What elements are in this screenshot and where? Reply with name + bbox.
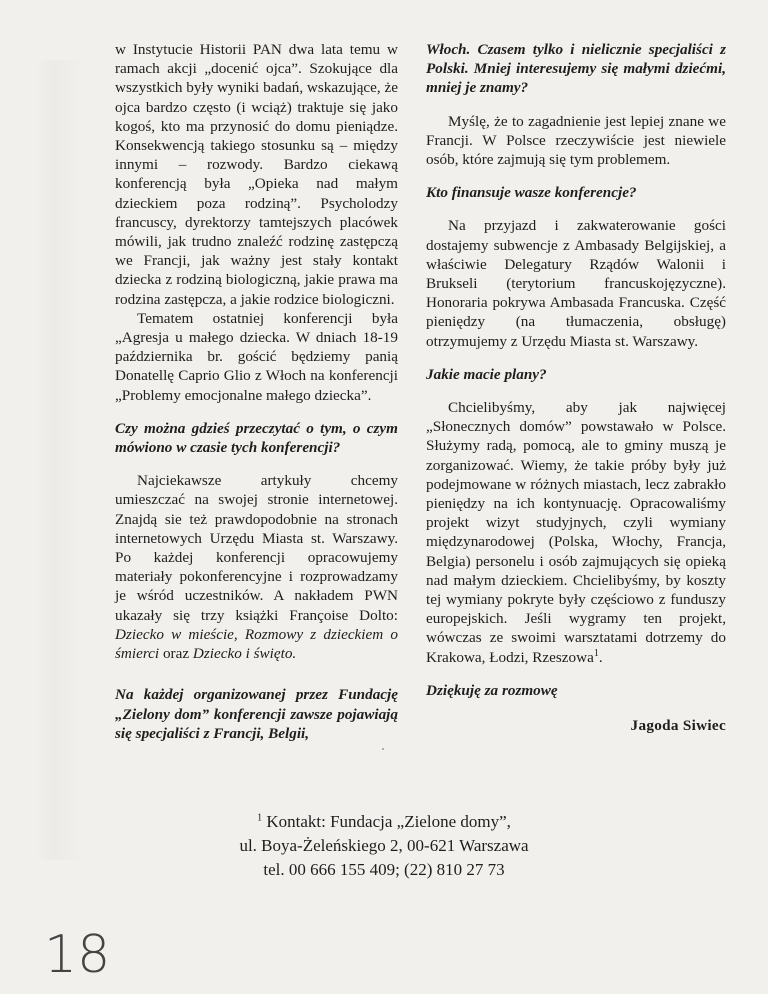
paragraph: w Instytucie Historii PAN dwa lata temu w ramach akcji „docenić ojca”. Szokujące dla wszystkich były wyniki badań, wskazujące, że ojca bardzo często (i wciąż) traktuje się jako kogoś, kto ma przynosić do domu pieniądze. Konsekwencją takiego stosunku są – między innymi – rozwody. Bardzo ciekawą konferencją była „Opieka nad małym dzieckiem poza rodziną”. Psycholodzy francuscy, dyrektorzy tamtejszych placówek mówili, jak trudno znaleźć rodzinę zastępczą we Francji, jak ważny jest stały kontakt dziecka z rodziną biologiczną, jakie prawa ma rodzina zastępcza, a jakie rodzice biologiczni. bbox=[115, 41, 398, 308]
footnote-contact: Kontakt: Fundacja „Zielone domy”, bbox=[266, 812, 511, 831]
left-column bbox=[115, 40, 398, 757]
interview-question: Kto finansuje wasze konferencje? bbox=[426, 184, 637, 202]
paragraph-text: Najciekawsze artykuły chcemy umieszczać na swojej stronie internetowej. Znajdą sie też prawdopodobnie na stronach internetowych Urzędu Miasta st. Warszawy. Po każdej konferencji opracowujemy materiały pokonferencyjne i rozprowadzamy je wśród uczestników. A nakładem PWN ukazały się trzy książki Françoise Dolto: bbox=[115, 472, 398, 624]
paragraph: Myślę, że to zagadnienie jest lepiej znane we Francji. W Polsce rzeczywiście jest niewiele osób, które zajmują się tym problemem. bbox=[426, 112, 726, 169]
author-signature: Jagoda Siwiec bbox=[630, 717, 726, 735]
paragraph: Na przyjazd i zakwaterowanie gości dostajemy subwencje z Ambasady Belgijskiej, a właściwie Delegatury Rządów Walonii i Brukseli (terytorium francuskojęzyczne). Honoraria pokrywa Ambasada Francuska. Część pieniędzy (na tłumaczenia, obsługę) otrzymujemy z Urzędu Miasta st. Warszawy. bbox=[426, 217, 726, 350]
paragraph bbox=[115, 471, 398, 663]
scan-speck bbox=[382, 748, 384, 750]
page-number-text: 18 bbox=[44, 925, 111, 980]
footnote-mark: 1 bbox=[257, 812, 263, 824]
interview-question-continued: Włoch. Czasem tylko i nielicznie specjaliści z Polski. Mniej interesujemy się małymi dziećmi, mniej je znamy? bbox=[426, 41, 726, 97]
paragraph-end: . bbox=[598, 648, 603, 666]
conjunction: oraz bbox=[162, 645, 190, 663]
interview-question: Jakie macie plany? bbox=[426, 365, 547, 383]
footnote-line-1 bbox=[0, 810, 768, 834]
scan-edge-shadow bbox=[34, 60, 84, 860]
footnote-reference: 1 bbox=[593, 647, 599, 659]
book-titles: Dziecko w mieście, Rozmowy z dzieckiem o śmierci bbox=[115, 625, 398, 663]
interview-question: Czy można gdzieś przeczytać o tym, o czym mówiono w czasie tych konferencji? bbox=[115, 419, 398, 457]
footnote-address: ul. Boya-Żeleńskiego 2, 00-621 Warszawa bbox=[239, 836, 529, 855]
right-column bbox=[426, 40, 726, 735]
paragraph-text: Chcielibyśmy, aby jak najwięcej „Słonecznych domów” powstawało w Polsce. Służymy radą, pomocą, ale to gminy muszą je zorganizować. Wiemy, że takie próby były już podejmowane w różnych miastach, lecz zabrakło pieniędzy na ich kontynuację. Opracowaliśmy projekt wizyt studyjnych, czyli wymiany międzynarodowej (Polska, Włochy, Francja, Belgia) personelu i osób zajmujących się opieką nad małym dzieckiem. Chcielibyśmy, by koszty tej wymiany pokryte były częściowo z funduszy europejskich. Jeśli wygramy ten projekt, wówczas ze swoimi warsztatami dotrzemy do Krakowa, Łodzi, Rzeszowa bbox=[426, 399, 726, 666]
footnote-phone: tel. 00 666 155 409; (22) 810 27 73 bbox=[263, 860, 505, 879]
book-title: Dziecko i święto. bbox=[192, 645, 297, 663]
handwritten-page-number bbox=[40, 920, 120, 980]
footnote bbox=[0, 810, 768, 882]
paragraph: Tematem ostatniej konferencji była „Agresja u małego dziecka. W dniach 18-19 października br. gościć będziemy panią Donatellę Caprio Glio z Włoch na konferencji „Problemy emocjonalne małego dziecka”. bbox=[115, 309, 398, 404]
interview-question: Na każdej organizowanej przez Fundację „Zielony dom” konferencji zawsze pojawiają się specjaliści z Francji, Belgii, bbox=[115, 686, 398, 742]
paragraph bbox=[426, 398, 726, 667]
interview-closing: Dziękuję za rozmowę bbox=[426, 681, 558, 699]
